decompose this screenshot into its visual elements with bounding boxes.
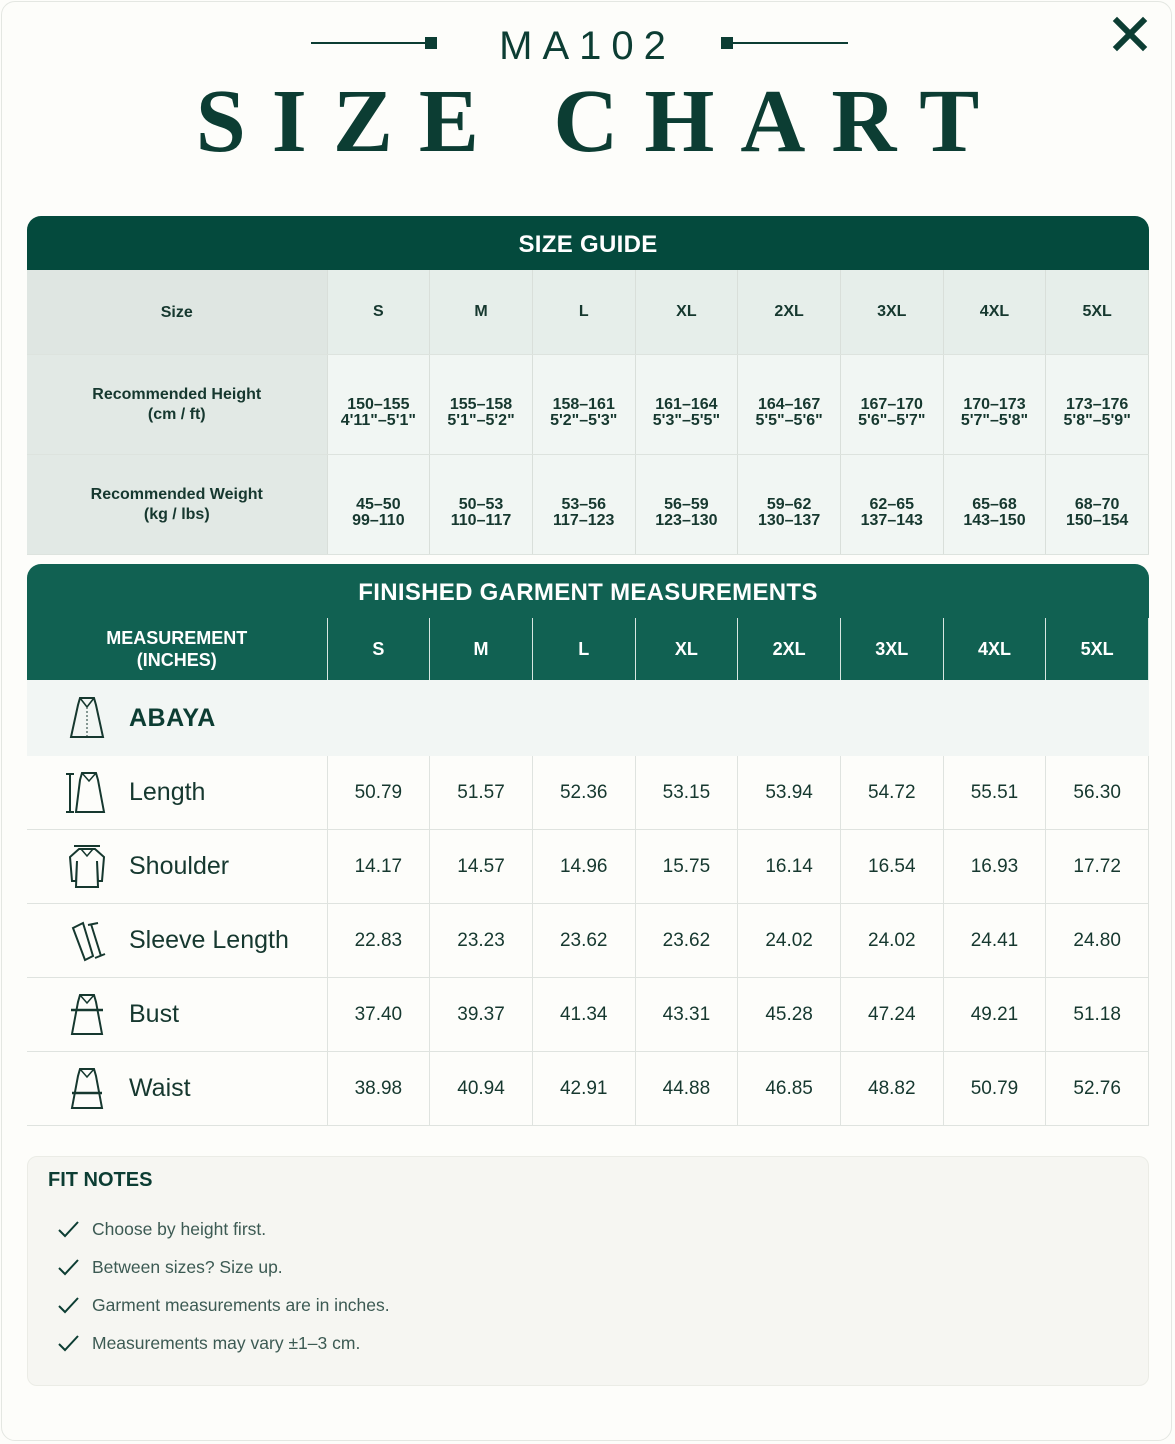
measurement-value: 24.02 — [840, 904, 943, 978]
measurement-value: 39.37 — [430, 978, 533, 1052]
size-column-header: 2XL — [738, 618, 841, 680]
height-cell: 173–176 5'8"–5'9" — [1046, 355, 1149, 455]
measurement-value: 42.91 — [532, 1052, 635, 1126]
abaya-icon — [57, 692, 117, 744]
measurement-value: 51.18 — [1046, 978, 1149, 1052]
measurement-value: 45.28 — [738, 978, 841, 1052]
fit-notes-heading: FIT NOTES — [48, 1169, 153, 1191]
measurement-label: Bust — [129, 1000, 180, 1028]
table-row — [27, 978, 1149, 1052]
measurement-label: Shoulder — [129, 852, 230, 880]
fit-note-text: Garment measurements are in inches. — [92, 1294, 390, 1315]
measurement-value: 14.96 — [532, 830, 635, 904]
measurement-label: Waist — [129, 1074, 191, 1102]
height-cell: 170–173 5'7"–5'8" — [943, 355, 1046, 455]
measurement-value: 37.40 — [327, 978, 430, 1052]
weight-cell: 56–59 123–130 — [635, 455, 738, 555]
weight-cell: 65–68 143–150 — [943, 455, 1046, 555]
measurement-label-cell — [27, 904, 327, 978]
fit-note-item — [56, 1214, 266, 1244]
height-cell: 155–158 5'1"–5'2" — [430, 355, 533, 455]
size-guide-heading: SIZE GUIDE — [27, 216, 1149, 270]
waist-icon — [57, 1063, 117, 1115]
table-row — [27, 756, 1149, 830]
size-column-header: S — [327, 618, 430, 680]
measurement-value: 53.94 — [738, 756, 841, 830]
measurement-value: 50.79 — [327, 756, 430, 830]
table-row — [27, 904, 1149, 978]
measurement-value: 23.62 — [635, 904, 738, 978]
shoulder-icon — [57, 841, 117, 893]
length-icon — [57, 767, 117, 819]
height-cell: 167–170 5'6"–5'7" — [840, 355, 943, 455]
size-cell: L — [532, 270, 635, 355]
size-cell: 2XL — [738, 270, 841, 355]
measurement-value: 56.30 — [1046, 756, 1149, 830]
weight-cell: 45–50 99–110 — [327, 455, 430, 555]
measurement-value: 48.82 — [840, 1052, 943, 1126]
table-row — [27, 1052, 1149, 1126]
size-cell: M — [430, 270, 533, 355]
weight-cell: 62–65 137–143 — [840, 455, 943, 555]
fit-note-item — [56, 1252, 283, 1282]
measurement-value: 23.23 — [430, 904, 533, 978]
page-title: SIZE CHART — [195, 72, 1006, 171]
measurement-value: 22.83 — [327, 904, 430, 978]
measurements-heading: FINISHED GARMENT MEASUREMENTS — [27, 564, 1149, 618]
height-cell: 158–161 5'2"–5'3" — [532, 355, 635, 455]
measurement-value: 16.93 — [943, 830, 1046, 904]
size-column-header: 4XL — [943, 618, 1046, 680]
fit-note-text: Choose by height first. — [92, 1218, 267, 1239]
measurement-value: 17.72 — [1046, 830, 1149, 904]
measurement-value: 40.94 — [430, 1052, 533, 1126]
size-column-header: M — [430, 618, 533, 680]
measurement-value: 16.14 — [738, 830, 841, 904]
measurement-value: 44.88 — [635, 1052, 738, 1126]
model-number: MA102 — [499, 24, 676, 68]
weight-cell: 50–53 110–117 — [430, 455, 533, 555]
checkmark-icon — [56, 1293, 80, 1317]
height-row-label: Recommended Height (cm / ft) — [27, 355, 327, 455]
measurement-label-cell — [27, 756, 327, 830]
size-cell: 3XL — [840, 270, 943, 355]
sleeve-icon — [57, 915, 117, 967]
measurement-value: 14.17 — [327, 830, 430, 904]
measurement-label-cell — [27, 1052, 327, 1126]
section-row-abaya — [27, 680, 1149, 756]
weight-row — [27, 455, 1149, 555]
measurement-value: 46.85 — [738, 1052, 841, 1126]
measurement-value: 51.57 — [430, 756, 533, 830]
measurement-value: 23.62 — [532, 904, 635, 978]
measurement-value: 52.76 — [1046, 1052, 1149, 1126]
height-row — [27, 355, 1149, 455]
measurement-value: 24.02 — [738, 904, 841, 978]
measurement-value: 55.51 — [943, 756, 1046, 830]
size-column-header: 3XL — [840, 618, 943, 680]
measurement-value: 24.80 — [1046, 904, 1149, 978]
size-column-header: XL — [635, 618, 738, 680]
weight-row-label: Recommended Weight (kg / lbs) — [27, 455, 327, 555]
fit-note-item — [56, 1328, 360, 1358]
measurement-value: 24.41 — [943, 904, 1046, 978]
size-row — [27, 270, 1149, 355]
height-cell: 164–167 5'5"–5'6" — [738, 355, 841, 455]
size-column-header: 5XL — [1046, 618, 1149, 680]
weight-cell: 53–56 117–123 — [532, 455, 635, 555]
measurements-header-row — [27, 618, 1149, 680]
measurement-value: 47.24 — [840, 978, 943, 1052]
measurement-label-cell — [27, 830, 327, 904]
measurement-value: 38.98 — [327, 1052, 430, 1126]
bust-icon — [57, 989, 117, 1041]
measurement-label: Sleeve Length — [129, 926, 289, 954]
weight-cell: 68–70 150–154 — [1046, 455, 1149, 555]
size-cell: 5XL — [1046, 270, 1149, 355]
size-guide-table — [27, 270, 1149, 555]
measurement-value: 54.72 — [840, 756, 943, 830]
fit-note-text: Measurements may vary ±1–3 cm. — [92, 1332, 361, 1353]
weight-cell: 59–62 130–137 — [738, 455, 841, 555]
size-cell: XL — [635, 270, 738, 355]
size-column-header: L — [532, 618, 635, 680]
measurement-column-header: MEASUREMENT (INCHES) — [27, 618, 327, 680]
measurement-value: 53.15 — [635, 756, 738, 830]
size-cell: 4XL — [943, 270, 1046, 355]
measurement-value: 50.79 — [943, 1052, 1046, 1126]
measurement-value: 43.31 — [635, 978, 738, 1052]
size-cell: S — [327, 270, 430, 355]
measurement-value: 41.34 — [532, 978, 635, 1052]
measurement-value: 52.36 — [532, 756, 635, 830]
fit-note-item — [56, 1290, 390, 1320]
checkmark-icon — [56, 1331, 80, 1355]
height-cell: 150–155 4'11"–5'1" — [327, 355, 430, 455]
table-row — [27, 830, 1149, 904]
measurement-label: Length — [129, 778, 206, 806]
measurement-label-cell — [27, 978, 327, 1052]
checkmark-icon — [56, 1255, 80, 1279]
measurement-value: 49.21 — [943, 978, 1046, 1052]
measurements-table — [27, 618, 1149, 1126]
checkmark-icon — [56, 1217, 80, 1241]
size-row-label: Size — [27, 270, 327, 355]
section-label: ABAYA — [129, 703, 216, 732]
measurement-value: 14.57 — [430, 830, 533, 904]
fit-note-text: Between sizes? Size up. — [92, 1256, 283, 1277]
measurement-value: 15.75 — [635, 830, 738, 904]
fit-notes-panel — [27, 1156, 1149, 1386]
height-cell: 161–164 5'3"–5'5" — [635, 355, 738, 455]
measurement-value: 16.54 — [840, 830, 943, 904]
